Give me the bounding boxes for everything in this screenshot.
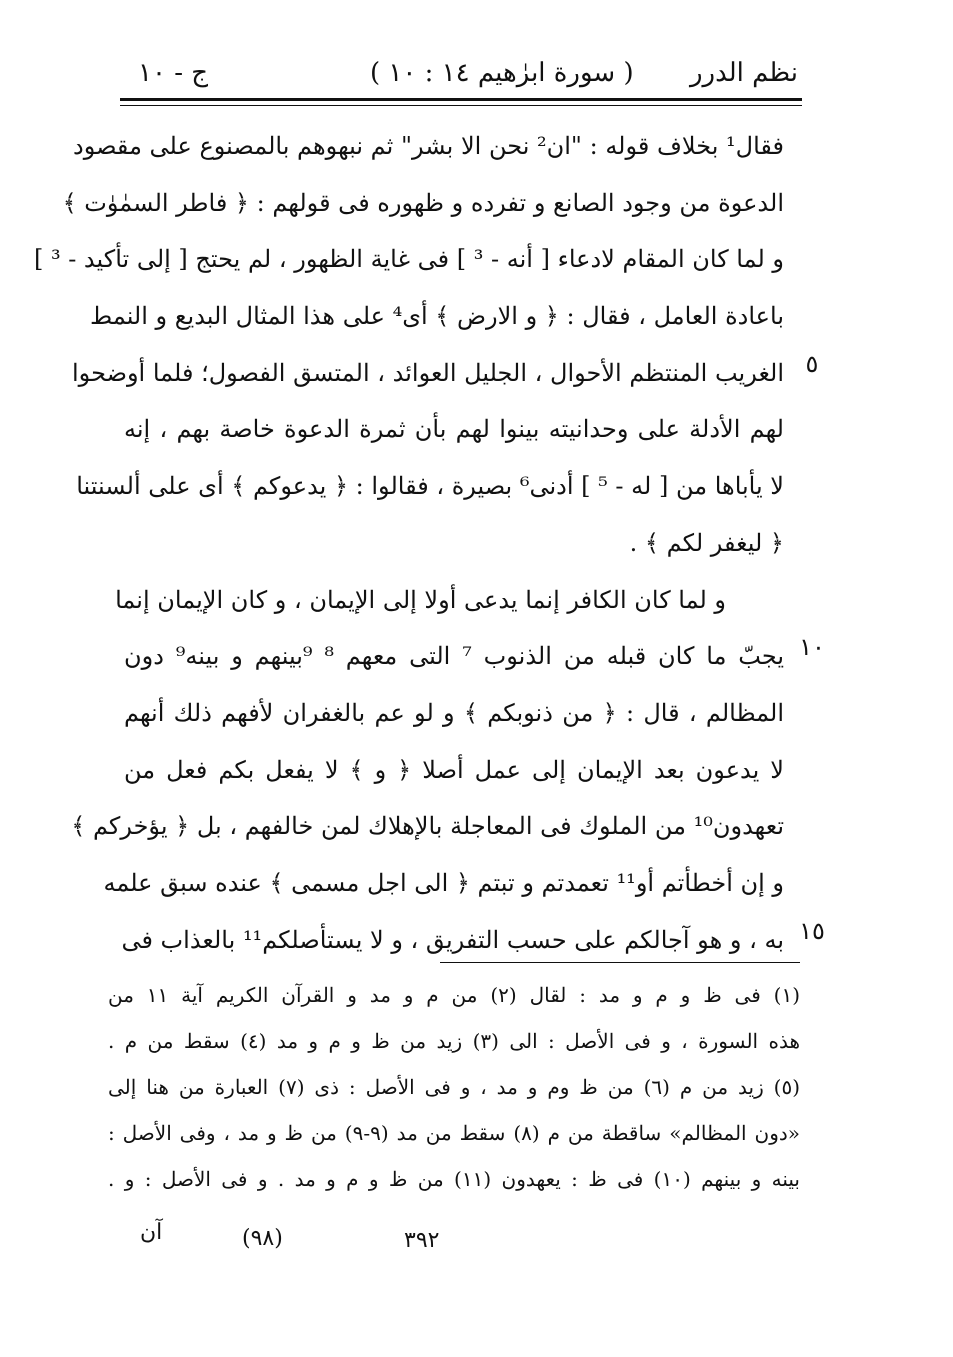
header-rule-thick [120,98,802,101]
text-line: و إن أخطأتم أو¹¹ تعمدتم و تبتم ﴿ الى اجل مسمى ﴾ عنده سبق علمه [103,868,784,897]
text-line: و لما كان الكافر إنما يدعى أولا إلى الإيمان ، و كان الإيمان إنما [115,585,726,614]
footnote-line: (٥) زيد من م (٦) من ظ وم و مد ، و فى الأصل : ذى (٧) العبارة من هنا إلى [108,1075,801,1099]
main-text [33,118,785,968]
surah-reference: ( سورة ابرٰهيم ١٤ : ١٠ ) [370,58,634,88]
text-line: فقال¹ بخلاف قوله : "ان² نحن الا بشر" ثم نبهوهم بالمصنوع على مقصود [73,132,784,160]
text-line: باعادة العامل ، فقال : ﴿ و الارض ﴾ أى⁴ على هذا المثال البديع و النمط [90,302,784,331]
footnotes [108,972,800,1202]
text-line: يجبّ ما كان قبله من الذنوب ⁷ التى معهم ⁸ ⁹بينهم و بينه⁹ دون [124,642,785,671]
text-line: تعهدون¹⁰ من الملوك فى المعاجلة بالإهلاك لمن خالفهم ، بل ﴿ يؤخركم ﴾ [71,812,784,841]
text-line: لا يدعون بعد الإيمان إلى عمل أصلا ﴿ و ﴾ لا يفعل بكم فعل من [124,755,784,784]
volume-label: ج - ١٠ [138,58,209,88]
line-number-10: ١٠ [799,633,825,661]
text-line: ﴿ ليغفر لكم ﴾ . [629,528,784,557]
footnote-line: «دون المظالم» ساقطة من م (٨) سقط من مد (٩-٩) من ظ و مد ، وفى الأصل : [108,1121,800,1145]
text-line: لهم الأدلة على وحدانيته بينوا لهم بأن ثمرة الدعوة خاصة بهم ، إنه [124,415,784,444]
footnote-line: (١) فى ظ و م و مد : لقال (٢) من م و مد و القرآن الكريم آية ١١ من [108,983,800,1007]
footnote-line: بينه و بينهم (١٠) فى ظ : يعهدون (١١) من ظ و م و مد . و فى الأصل : و . [108,1167,801,1191]
footnote-rule [440,962,800,963]
text-line: الغريب المنتظم الأحوال ، الجليل العوائد ، المتسق الفصول؛ فلما أوضحوا [72,358,784,387]
page-number: ٣٩٢ [404,1228,440,1253]
section-number: (٩٨) [242,1226,283,1251]
catchword: آن [140,1220,163,1245]
text-line: الدعوة من وجود الصانع و تفرده و ظهوره فى قولهم : ﴿ فاطر السمٰوٰت ﴾ [62,188,784,217]
text-line: المظالم ، قال : ﴿ من ذنوبكم ﴾ و لو عم بالغفران لأفهم ذلك أنهم [124,698,784,727]
header-rule-thin [120,105,802,106]
book-title: نظم الدرر [689,58,798,88]
text-line: به ، و هو آجالكم على حسب التفريق ، و لا يستأصلكم¹¹ بالعذاب فى [121,925,784,954]
line-number-15: ١٥ [799,917,825,945]
text-line: لا يأباها من [ له - ⁵ ] أدنى⁶ بصيرة ، فقالوا : ﴿ يدعوكم ﴾ أى على ألسنتنا [76,472,784,501]
line-number-5: ٥ [805,350,819,378]
page-header [120,52,800,98]
text-line: و لما كان المقام لادعاء [ أنه - ³ ] فى غاية الظهور ، لم يحتج [ إلى تأكيد - ³ ] [33,245,784,274]
footnote-line: هذه السورة ، و فى الأصل : الى (٣) زيد من ظ و م و مد (٤) سقط من م . [108,1029,800,1053]
